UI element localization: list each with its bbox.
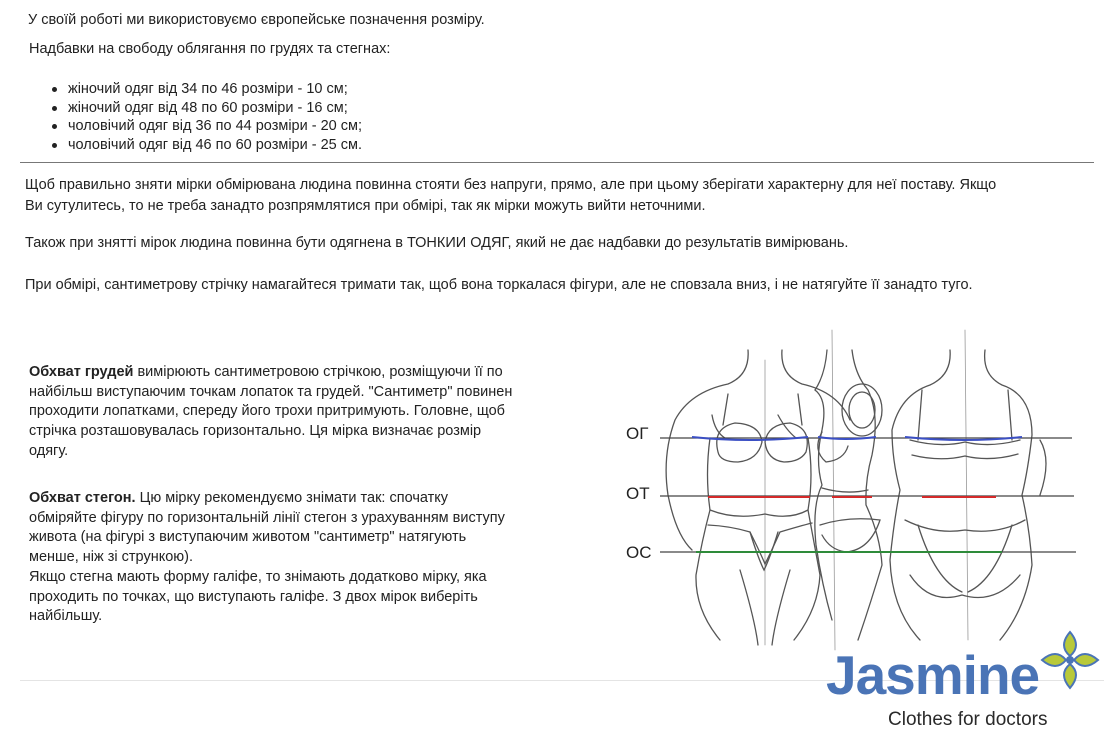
paragraph-line: Щоб правильно зняти мірки обмірювана людина повинна стояти без напруги, прямо, але при цьому зберігати характерну для неї поставу. Якщо	[25, 177, 997, 193]
paragraph-line: стрічка розташовувалась горизонтально. Ця мірка визначає розмір	[29, 423, 482, 440]
brand-tagline: Clothes for doctors	[888, 709, 1048, 730]
instructions-paragraph-posture	[25, 175, 996, 217]
chest-measurement-text	[29, 363, 512, 462]
paragraph-line: найбільш виступаючим точкам лопаток та грудей. "Сантиметр" повинен	[29, 383, 513, 400]
list-item: чоловічий одяг від 46 по 60 розміри - 25 см.	[52, 136, 362, 155]
hips-measurement-text	[29, 489, 505, 627]
jasmine-flower-icon	[1038, 628, 1102, 692]
allowances-title: Надбавки на свободу облягання по грудях та стегнах:	[29, 41, 391, 57]
divider	[20, 162, 1094, 163]
paragraph-line: менше, ніж зі стрункою).	[29, 549, 194, 566]
list-item: чоловічий одяг від 36 по 44 розміри - 20 см;	[52, 117, 362, 136]
instructions-paragraph-tape: При обмірі, сантиметрову стрічку намагайтеся тримати так, щоб вона торкалася фігури, але не сповзала вниз, і не натягуйте її занадто туго.	[25, 277, 973, 293]
paragraph-line: одягу.	[29, 442, 69, 459]
paragraph-line: Якщо стегна мають форму галіфе, то знімають додатково мірку, яка	[29, 568, 487, 585]
instructions-paragraph-clothing: Також при знятті мірок людина повинна бути одягнена в ТОНКИИ ОДЯГ, який не дає надбавки до результатів вимірювань.	[25, 235, 849, 251]
label-waist: ОТ	[626, 484, 650, 503]
body-measurement-illustration	[600, 320, 1080, 660]
list-item: жіночий одяг від 34 по 46 розміри - 10 см;	[52, 80, 362, 99]
paragraph-line: обміряйте фігуру по горизонтальній лінії стегон з урахуванням виступу	[29, 509, 505, 526]
paragraph-line: проходити лопатками, спереду його трохи притримують. Головне, щоб	[29, 403, 505, 420]
label-chest: ОГ	[626, 424, 649, 443]
label-hips: ОС	[626, 543, 652, 562]
allowances-list	[52, 80, 362, 154]
list-item: жіночий одяг від 48 по 60 розміри - 16 см;	[52, 99, 362, 118]
paragraph-line: найбільшу.	[29, 608, 103, 625]
paragraph-line: Обхват грудей вимірюють сантиметровою стрічкою, розміщуючи її по	[29, 364, 503, 380]
hips-term: Обхват стегон.	[29, 490, 136, 506]
paragraph-line: живота (на фігурі з виступаючим животом "сантиметр" натягують	[29, 529, 467, 546]
paragraph-line: проходить по точках, що виступають галіфе. З двох мірок виберіть	[29, 588, 478, 605]
paragraph-line: Обхват стегон. Цю мірку рекомендуємо знімати так: спочатку	[29, 490, 449, 506]
paragraph-line: Ви сутулитесь, то не треба занадто розпрямлятися при обмірі, так як мірки можуть вийти неточними.	[25, 198, 706, 214]
brand-logo: Jasmine	[826, 644, 1040, 706]
chest-term: Обхват грудей	[29, 364, 134, 380]
intro-text: У своїй роботі ми використовуємо європейське позначення розміру.	[28, 12, 485, 28]
